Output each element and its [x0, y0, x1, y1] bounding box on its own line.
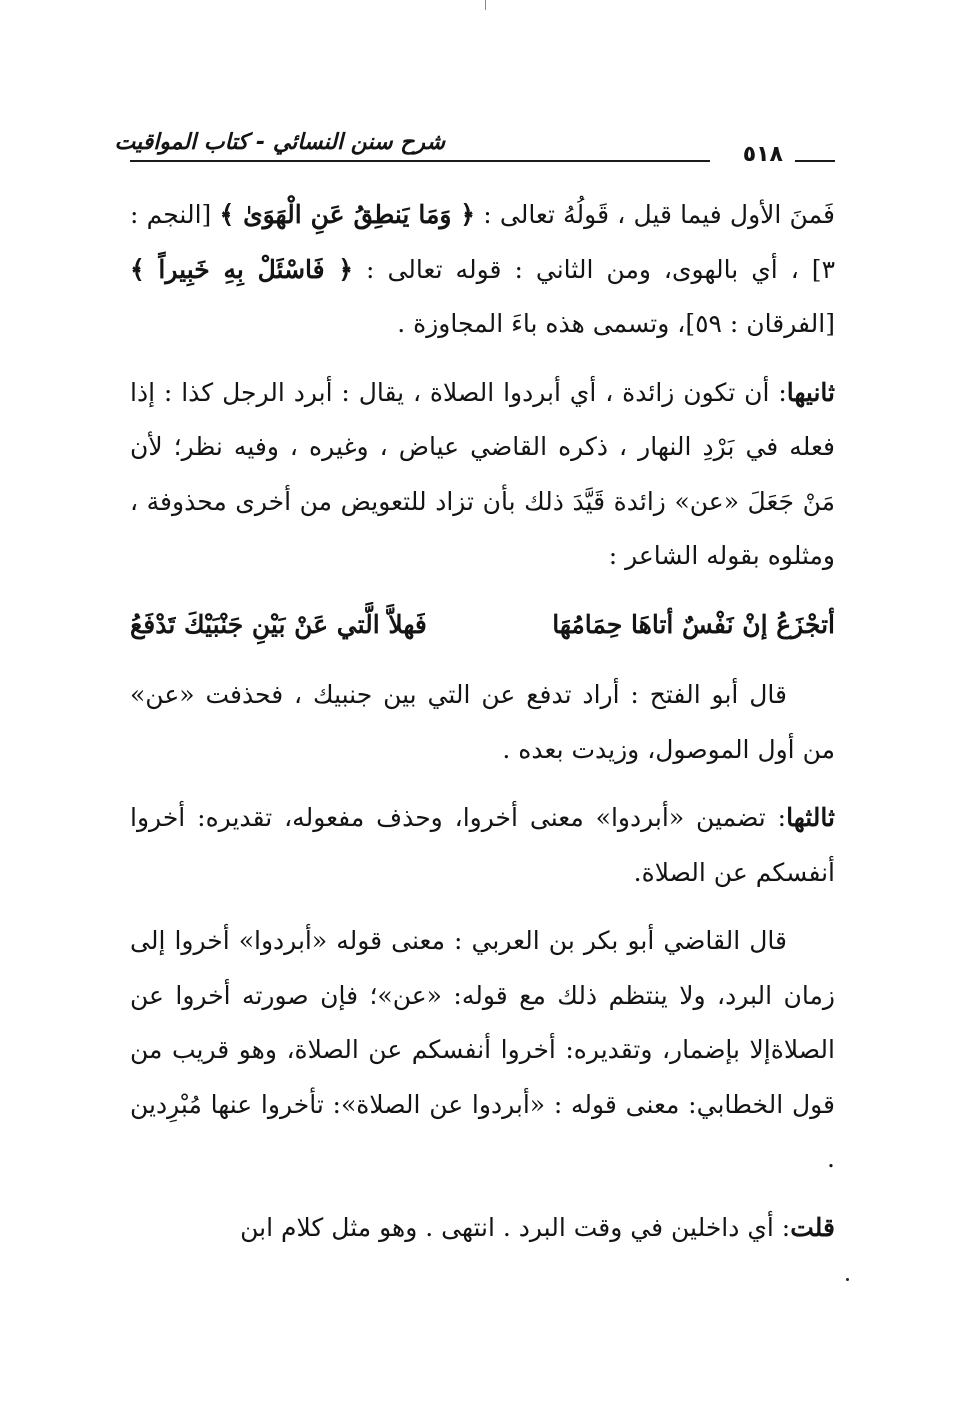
header-rule-short — [795, 160, 835, 162]
paragraph-1-text-b: [النجم : ٣] ، أي بالهوى، ومن الثاني : قوله تعالى : — [130, 200, 835, 284]
page-number: ٥١٨ — [742, 142, 783, 167]
body-text — [130, 188, 835, 1269]
header-rule — [130, 160, 710, 162]
poem-hemistich-second: فَهلاَّ الَّتي عَنْ بَيْنِ جَنْبَيْكَ تَدْفَعُ — [130, 609, 427, 639]
paragraph-6 — [130, 1201, 835, 1256]
paragraph-1-text-a: فَمنَ الأول فيما قيل ، قَولُهُ تعالى : — [475, 200, 835, 229]
paragraph-4-lead: ثالثها — [786, 803, 835, 832]
paragraph-3: قال أبو الفتح : أراد تدفع عن التي بين جنبيك ، فحذفت «عن» من أول الموصول، وزيدت بعده . — [130, 680, 835, 764]
paragraph-1 — [130, 188, 835, 352]
poem-verse — [130, 598, 835, 653]
paragraph-2 — [130, 366, 835, 584]
paragraph-1-text-c: [الفرقان : ٥٩]، وتسمى هذه باءَ المجاوزة . — [397, 309, 835, 338]
paragraph-6-text: : أي داخلين في وقت البرد . انتهى . وهو مثل كلام ابن — [240, 1212, 791, 1242]
paragraph-6-lead: قلت — [790, 1212, 835, 1242]
paragraph-5: قال القاضي أبو بكر بن العربي : معنى قوله «أبردوا» أخروا إلى زمان البرد، ولا ينتظم ذلك مع قوله: «عن»؛ فإن صورته أخروا عن الصلاةإلا بإضمار، وتقديره: أخروا أنفسكم عن الصلاة، وهو قريب من قول الخطابي: معنى قوله : «أبردوا عن الصلاة»: تأخروا عنها مُبْرِدين . — [130, 926, 835, 1173]
paragraph-4-text: : تضمين «أبردوا» معنى أخروا، وحذف مفعوله، تقديره: أخروا أنفسكم عن الصلاة. — [130, 803, 835, 887]
scan-tick-mark — [485, 0, 486, 10]
scan-dot — [846, 1278, 849, 1281]
poem-hemistich-first: أتجْزَعُ إنْ نَفْسٌ أتاهَا حِمَامُهَا — [552, 609, 835, 639]
paragraph-2-lead: ثانيها — [786, 377, 835, 407]
quran-quote-1: ﴿ وَمَا يَنطِقُ عَنِ الْهَوَىٰ ﴾ — [219, 200, 476, 229]
quran-quote-2: ﴿ فَاسْئَلْ بِهِ خَبِيراً ﴾ — [130, 254, 354, 284]
paragraph-2-text: : أن تكون زائدة ، أي أبردوا الصلاة ، يقال : أبرد الرجل كذا : إذا فعله في بَرْدِ النهار ، ذكره القاضي عياض ، وغيره ، وفيه نظر؛ لأن مَنْ جَعَلَ «عن» زائدة قَيَّدَ ذلك بأن تزاد للتعويض من أخرى محذوفة ، ومثلوه بقوله الشاعر : — [130, 377, 835, 570]
running-header — [114, 128, 835, 167]
header-title: شرح سنن النسائي - كتاب المواقيت — [114, 130, 445, 155]
paragraph-4 — [130, 791, 835, 900]
